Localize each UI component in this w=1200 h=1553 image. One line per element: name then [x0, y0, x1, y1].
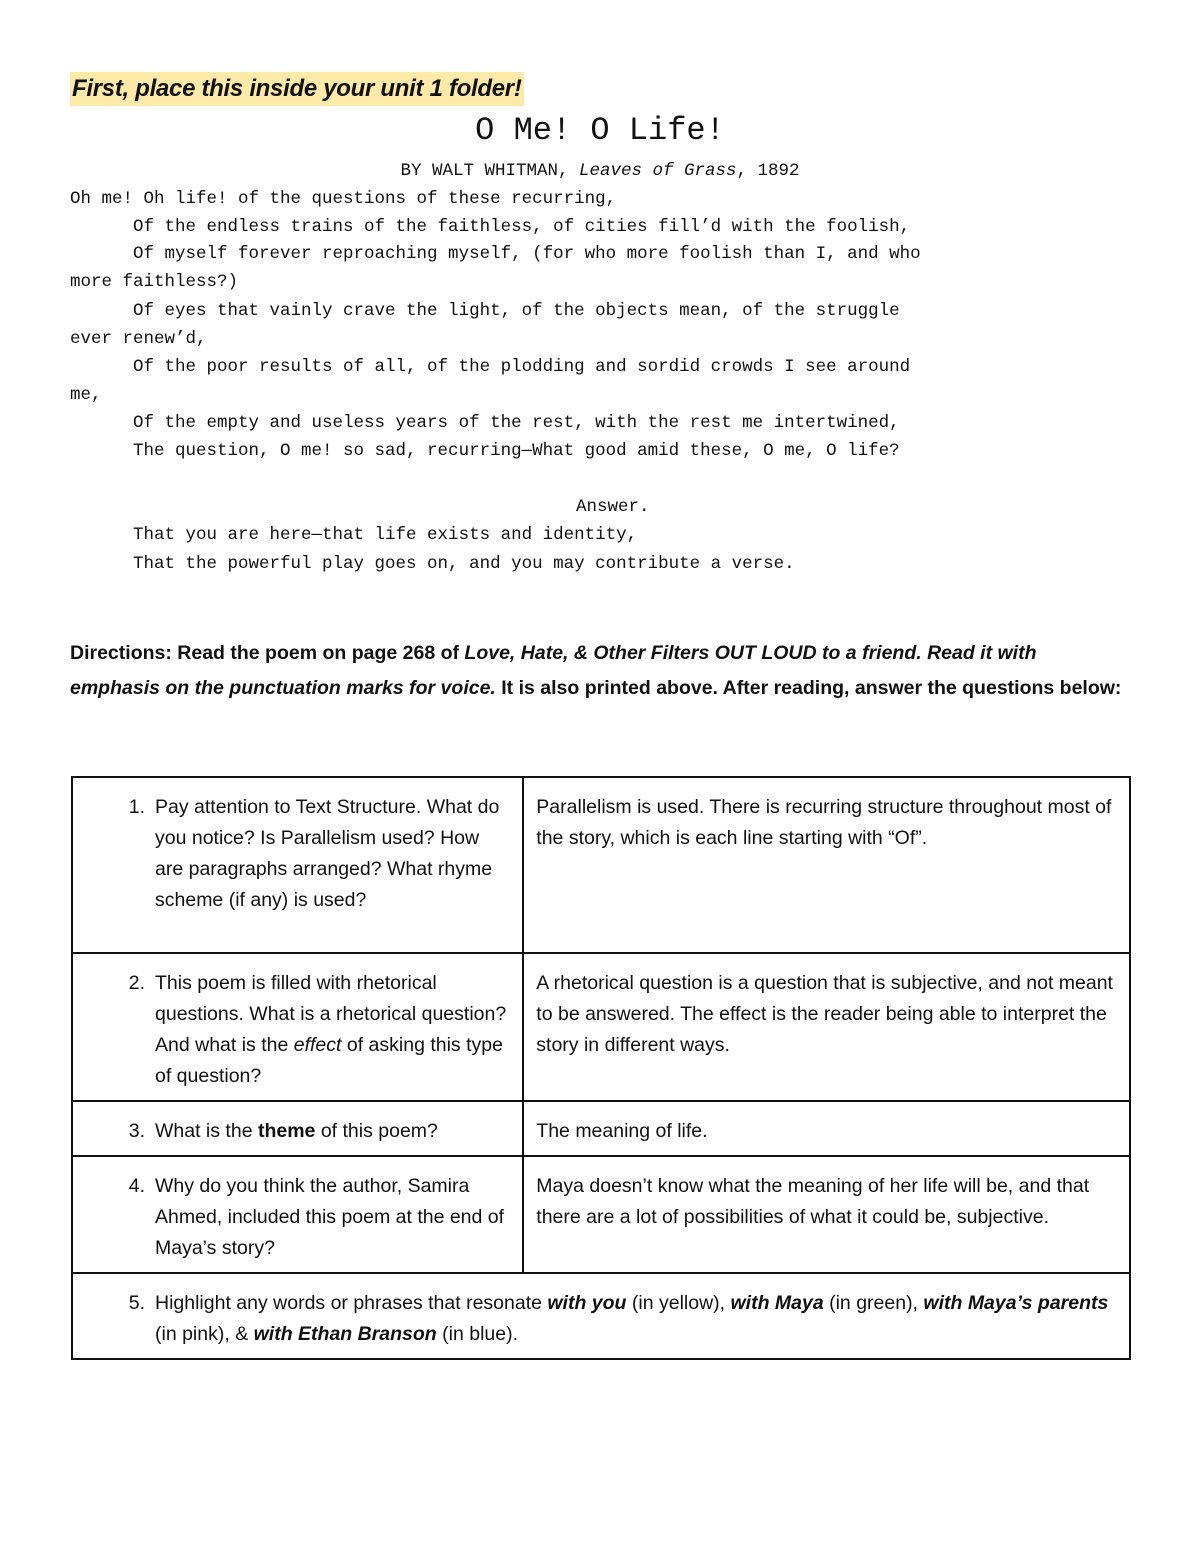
- table-row: [72, 1156, 1130, 1273]
- poem-line: Of myself forever reproaching myself, (for who more foolish than I, and who: [70, 244, 921, 264]
- answer-cell[interactable]: [523, 1101, 1130, 1156]
- question-cell: [72, 1156, 523, 1273]
- folder-instruction-note: First, place this inside your unit 1 folder!: [70, 72, 524, 106]
- directions-paragraph: [70, 636, 1130, 706]
- poem-line: Of the poor results of all, of the plodding and sordid crowds I see around: [70, 357, 911, 377]
- question-number: 1.: [128, 796, 145, 818]
- answer-text: Parallelism is used. There is recurring structure throughout most of the story, which is each line starting with “Of”.: [536, 796, 1112, 849]
- answer-text: A rhetorical question is a question that is subjective, and not meant to be answered. The effect is the reader being able to interpret the story in different ways.: [536, 972, 1113, 1056]
- question-number: 5.: [128, 1292, 145, 1314]
- poem-line: ever renew’d,: [70, 329, 207, 349]
- question-number: 3.: [128, 1120, 145, 1142]
- highlight-you: with you: [547, 1292, 627, 1314]
- poem-answer-heading: Answer.: [576, 497, 650, 517]
- table-row: [72, 1273, 1130, 1359]
- poem-byline: [0, 158, 1200, 184]
- directions-text: Directions: Read the poem on page 268 of: [70, 642, 465, 664]
- answer-text: Maya doesn’t know what the meaning of her life will be, and that there are a lot of possibilities of what it could be, subjective.: [536, 1175, 1090, 1228]
- table-row: [72, 777, 1130, 953]
- byline-book-title: Leaves of Grass: [578, 161, 737, 181]
- answer-text: The meaning of life.: [536, 1120, 708, 1142]
- question-number: 2.: [128, 972, 145, 994]
- directions-emphasis: OUT LOUD to a friend. Read it with emphasis on the punctuation marks for voice.: [70, 642, 1037, 699]
- table-row: [72, 953, 1130, 1101]
- question-text: Pay attention to Text Structure. What do you notice? Is Parallelism used? How are paragraphs arranged? What rhyme scheme (if any) is used?: [155, 796, 500, 911]
- question-text: Highlight any words or phrases that resonate with you (in yellow), with Maya (in green), with Maya’s parents (in pink), & with Ethan Branson (in blue).: [155, 1292, 1109, 1345]
- question-cell: [72, 1101, 523, 1156]
- directions-book-title: Love, Hate, & Other Filters: [464, 642, 710, 664]
- question-cell: [72, 953, 523, 1101]
- table-row: [72, 1101, 1130, 1156]
- question-cell: [72, 777, 523, 953]
- question-text: This poem is filled with rhetorical questions. What is a rhetorical question? And what is the effect of asking this type of question?: [155, 972, 507, 1087]
- poem-title: O Me! O Life!: [475, 112, 725, 149]
- poem-line: Of the empty and useless years of the rest, with the rest me intertwined,: [70, 413, 900, 433]
- question-text: What is the theme of this poem?: [155, 1120, 438, 1142]
- answer-cell[interactable]: [523, 1156, 1130, 1273]
- poem-line: more faithless?): [70, 272, 239, 292]
- highlight-maya: with Maya: [730, 1292, 824, 1314]
- byline-author: BY WALT WHITMAN,: [400, 161, 579, 181]
- highlight-parents: with Maya’s parents: [923, 1292, 1109, 1314]
- answer-cell[interactable]: [523, 777, 1130, 953]
- poem-line: Of eyes that vainly crave the light, of the objects mean, of the struggle: [70, 301, 900, 321]
- question-text: Why do you think the author, Samira Ahmed, included this poem at the end of Maya’s story?: [155, 1175, 505, 1259]
- poem-line: Of the endless trains of the faithless, of cities fill’d with the foolish,: [70, 217, 911, 237]
- poem-line: The question, O me! so sad, recurring—What good amid these, O me, O life?: [70, 441, 900, 461]
- highlight-ethan: with Ethan Branson: [253, 1323, 437, 1345]
- answer-cell[interactable]: [523, 953, 1130, 1101]
- poem-answer-line: That you are here—that life exists and identity,: [70, 525, 638, 545]
- question-number: 4.: [128, 1175, 145, 1197]
- highlight-instruction-cell: [72, 1273, 1130, 1359]
- questions-table: [71, 776, 1131, 1360]
- directions-text: It is also printed above. After reading, answer the questions below:: [495, 677, 1122, 699]
- poem-line: Oh me! Oh life! of the questions of these recurring,: [70, 189, 617, 209]
- poem-line: me,: [70, 385, 102, 405]
- byline-year: , 1892: [736, 161, 800, 181]
- poem-answer-line: That the powerful play goes on, and you may contribute a verse.: [70, 554, 795, 574]
